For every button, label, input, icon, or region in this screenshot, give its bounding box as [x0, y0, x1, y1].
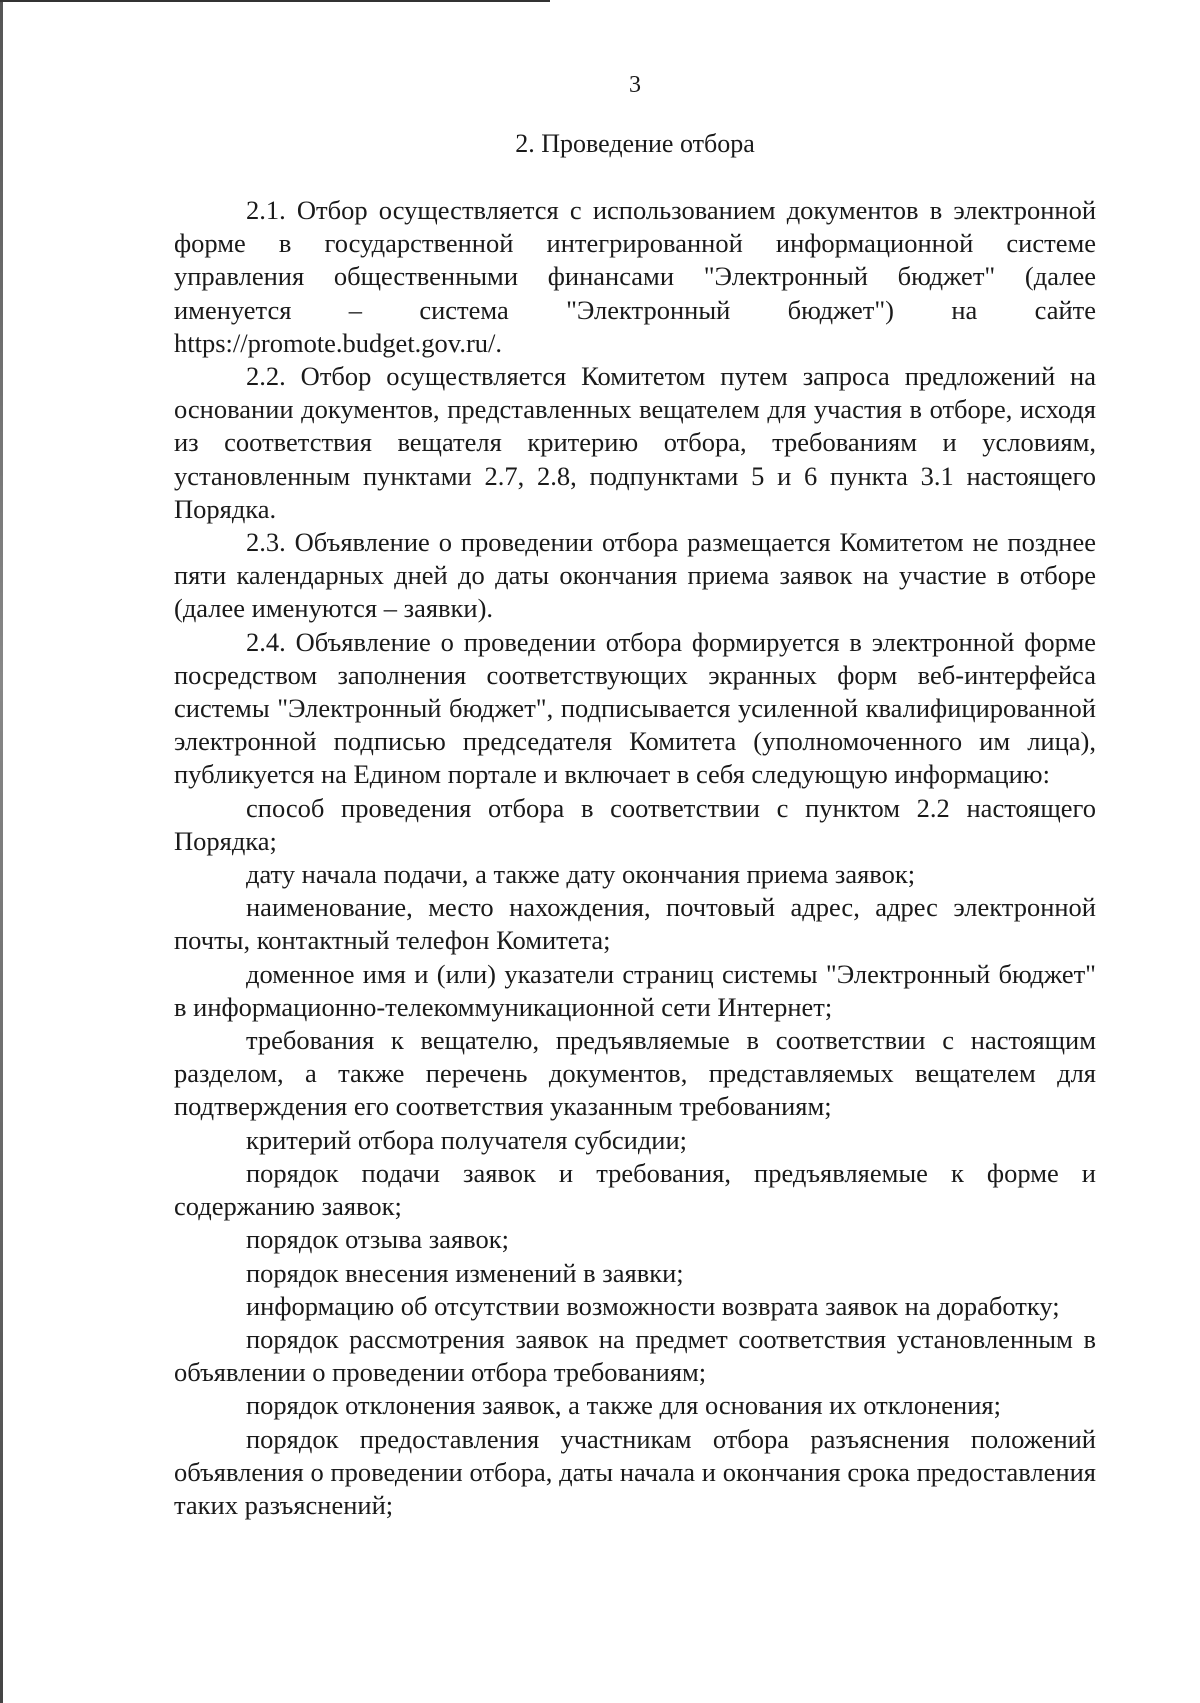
list-item-contacts: наименование, место нахождения, почтовый адрес, адрес электронной почты, контактный телефон Комитета; — [174, 892, 1096, 956]
list-item-submission-order: порядок подачи заявок и требования, предъявляемые к форме и содержанию заявок; — [174, 1157, 1096, 1222]
list-item-criterion: критерий отбора получателя субсидии; — [246, 1124, 688, 1155]
paragraph-2-4: 2.4. Объявление о проведении отбора формируется в электронной форме посредством заполнения соответствующих экранных форм веб-интерфейса системы "Электронный бюджет", подписывается усиленной квалифицированной электронной подписью председателя Комитета (уполномоченного им лица), публикуется на Едином портале и включает в себя следующую информацию: — [174, 626, 1096, 790]
paragraph-2-3: 2.3. Объявление о проведении отбора размещается Комитетом не позднее пяти календарных дней до даты окончания приема заявок на участие в отборе (далее именуются – заявки). — [174, 527, 1096, 624]
document-body — [174, 194, 1096, 1522]
list-item-changes: порядок внесения изменений в заявки; — [246, 1257, 684, 1288]
list-item-rejection-order: порядок отклонения заявок, а также для основания их отклонения; — [246, 1390, 1001, 1421]
list-item-clarifications: порядок предоставления участникам отбора разъяснения положений объявления о проведении отбора, даты начала и окончания срока предоставления таких разъяснений; — [174, 1423, 1096, 1520]
list-item-domain: доменное имя и (или) указатели страниц системы "Электронный бюджет" в информационно-телекоммуникационной сети Интернет; — [174, 958, 1096, 1022]
paragraph-2-1: 2.1. Отбор осуществляется с использованием документов в электронной форме в государственной интегрированной информационной системе управления общественными финансами "Электронный бюджет" (далее именуется – система "Электронный бюджет") на сайте https://promote.budget.gov.ru/. — [174, 195, 1096, 358]
list-item-no-return: информацию об отсутствии возможности возврата заявок на доработку; — [246, 1290, 1060, 1321]
section-heading: 2. Проведение отбора — [515, 129, 755, 158]
list-item-selection-method: способ проведения отбора в соответствии с пунктом 2.2 настоящего Порядка; — [174, 792, 1096, 856]
list-item-requirements: требования к вещателю, предъявляемые в соответствии с настоящим разделом, а также перечень документов, представляемых вещателем для подтверждения его соответствия указанным требованиям; — [174, 1025, 1096, 1122]
scan-edge-left — [0, 0, 3, 1703]
page-number: 3 — [629, 72, 641, 98]
list-item-review-order: порядок рассмотрения заявок на предмет соответствия установленным в объявлении о проведении отбора требованиям; — [174, 1323, 1096, 1388]
list-item-withdrawal: порядок отзыва заявок; — [246, 1224, 509, 1255]
scan-edge-top — [0, 0, 550, 2]
list-item-dates: дату начала подачи, а также дату окончания приема заявок; — [246, 859, 916, 890]
paragraph-2-2: 2.2. Отбор осуществляется Комитетом путем запроса предложений на основании документов, представленных вещателем для участия в отборе, исходя из соответствия вещателя критерию отбора, требованиям и условиям, установленным пунктами 2.7, 2.8, подпунктами 5 и 6 пункта 3.1 настоящего Порядка. — [174, 361, 1096, 524]
